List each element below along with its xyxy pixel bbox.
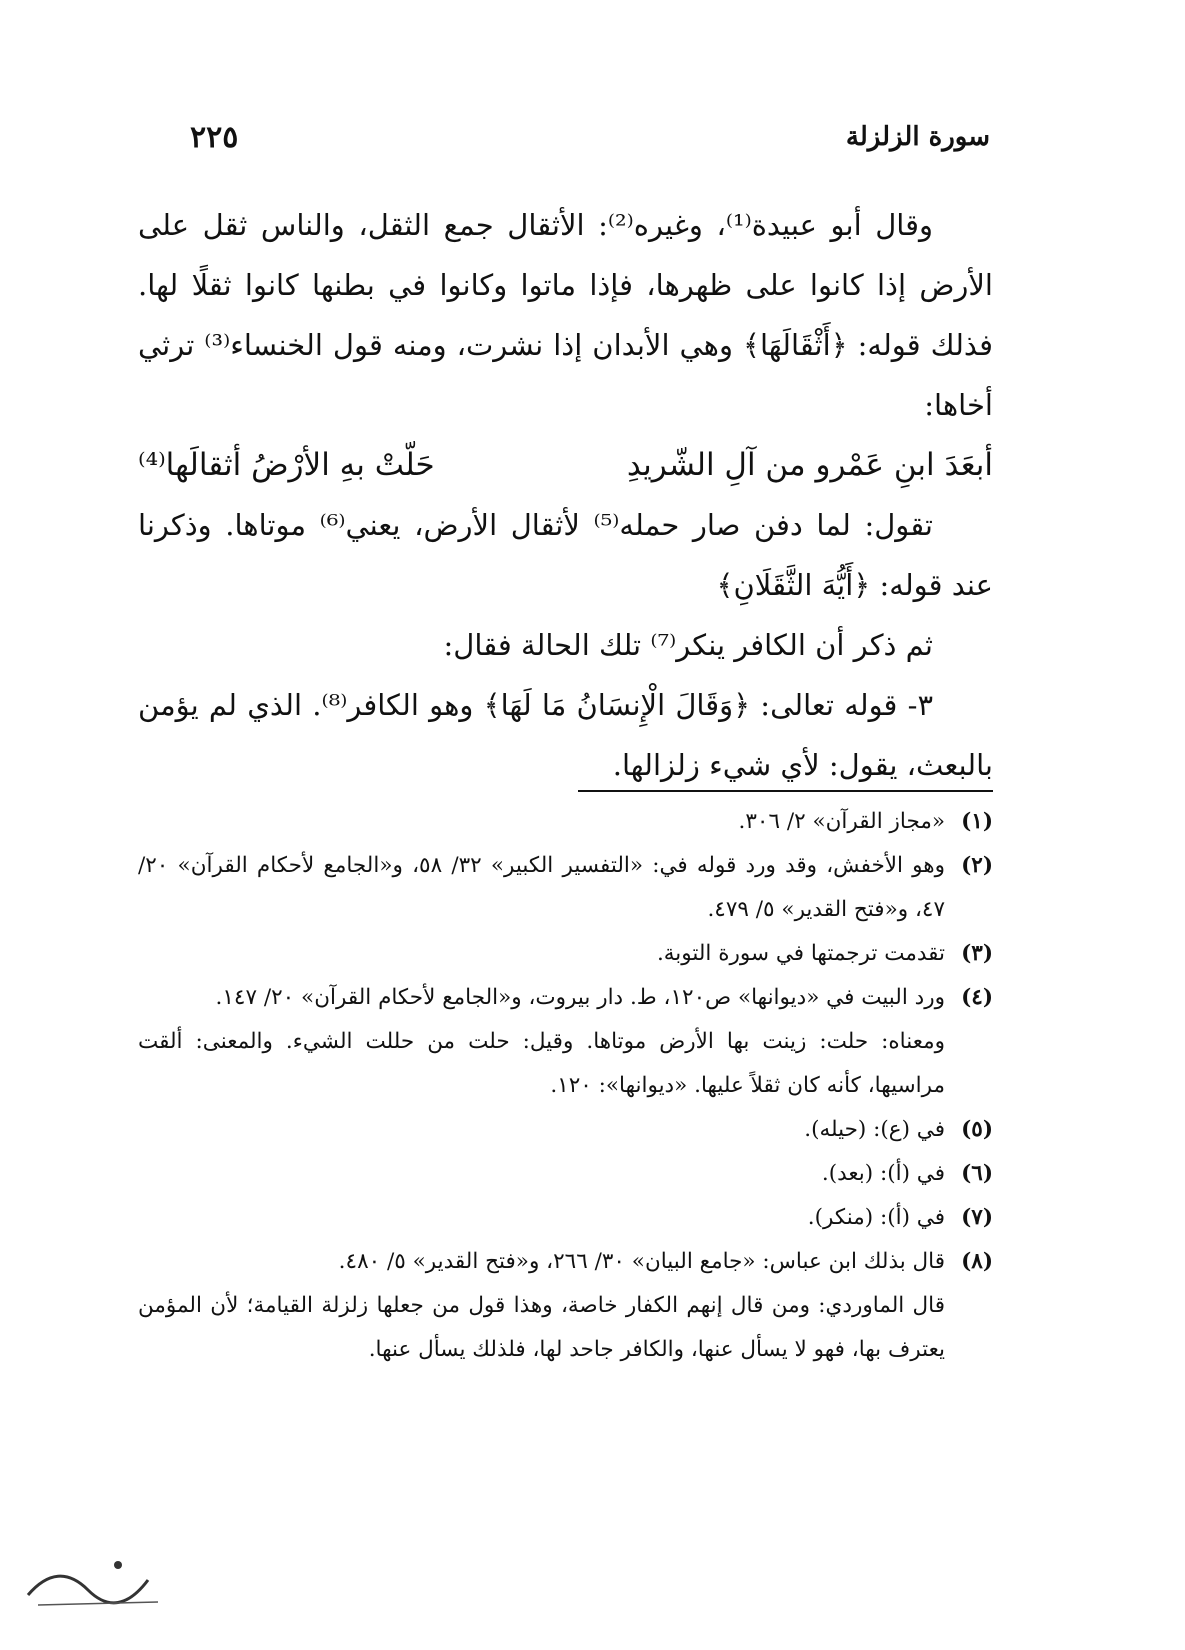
- sura-title: سورة الزلزلة: [845, 122, 990, 152]
- footnote-text: ورد البيت في «ديوانها» ص١٢٠، ط. دار بيروت، و«الجامع لأحكام القرآن» ٢٠/ ١٤٧.: [215, 985, 945, 1010]
- footnote-4: [138, 976, 993, 1020]
- footnote-3: [138, 932, 993, 976]
- footnote-6: [138, 1152, 993, 1196]
- footnote-number: (٣): [961, 941, 993, 966]
- page-number: ٢٢٥: [190, 119, 239, 155]
- footnote-text: في (أ): (منكر).: [807, 1205, 945, 1230]
- paragraph-1: وقال أبو عبيدة⁽¹⁾، وغيره⁽²⁾: الأثقال جمع الثقل، والناس ثقل على الأرض إذا كانوا على ظهرها، فإذا ماتوا وكانوا في بطنها كانوا ثقلًا لها. فذلك قوله: ﴿أَثْقَالَهَا﴾ وهي الأبدان إذا نشرت، ومنه قول الخنساء⁽³⁾ ترثي أخاها:: [138, 208, 993, 422]
- paragraph-4: ٣- قوله تعالى: ﴿وَقَالَ الْإِنسَانُ مَا لَهَا﴾ وهو الكافر⁽⁸⁾. الذي لم يؤمن بالبعث، يقول: لأي شيء زلزالها.: [138, 688, 993, 782]
- footnote-4-continuation: ومعناه: حلت: زينت بها الأرض موتاها. وقيل: حلت من حللت الشيء. والمعنى: ألقت مراسيها، كأنه كان ثقلاً عليها. «ديوانها»: ١٢٠.: [138, 1029, 945, 1098]
- poetry-verse: [138, 435, 993, 495]
- verse-second-hemistich: حَلّتْ بهِ الأرْضُ أثقالَها⁽⁴⁾: [138, 447, 435, 483]
- footnote-separator: [578, 790, 993, 792]
- page-header: [190, 112, 990, 162]
- paragraph-3: ثم ذكر أن الكافر ينكر⁽⁷⁾ تلك الحالة فقال:: [443, 628, 933, 662]
- footnote-number: (٦): [961, 1161, 993, 1186]
- footnote-5: [138, 1108, 993, 1152]
- footnote-number: (٧): [961, 1205, 993, 1230]
- footnote-number: (٤): [961, 985, 993, 1010]
- footnote-7: [138, 1196, 993, 1240]
- footnote-1: [138, 800, 993, 844]
- footnote-8: [138, 1240, 993, 1284]
- footnote-number: (٥): [961, 1117, 993, 1142]
- footnote-text: في (ع): (حيله).: [804, 1117, 945, 1142]
- main-text: [138, 195, 993, 795]
- footnote-text: في (أ): (بعد).: [821, 1161, 945, 1186]
- footnote-2: [138, 844, 993, 932]
- stamp-graphic: [18, 1540, 168, 1620]
- footnote-number: (٢): [961, 853, 993, 878]
- footnote-8-continuation: قال الماوردي: ومن قال إنهم الكفار خاصة، وهذا قول من جعلها زلزلة القيامة؛ لأن المؤمن يعترف بها، فهو لا يسأل عنها، والكافر جاحد لها، فلذلك يسأل عنها.: [138, 1293, 945, 1362]
- footnote-text: «مجاز القرآن» ٢/ ٣٠٦.: [738, 809, 945, 834]
- verse-first-hemistich: أبعَدَ ابنِ عَمْرو من آلِ الشّريدِ: [626, 447, 993, 483]
- library-stamp-logo: [18, 1540, 168, 1620]
- footnote-number: (١): [961, 809, 993, 834]
- footnote-text: وهو الأخفش، وقد ورد قوله في: «التفسير الكبير» ٣٢/ ٥٨، و«الجامع لأحكام القرآن» ٢٠/ ٤٧، و«فتح القدير» ٥/ ٤٧٩.: [138, 853, 946, 922]
- footnote-text: تقدمت ترجمتها في سورة التوبة.: [656, 941, 945, 966]
- footnote-text: قال بذلك ابن عباس: «جامع البيان» ٣٠/ ٢٦٦، و«فتح القدير» ٥/ ٤٨٠.: [338, 1249, 945, 1274]
- paragraph-2: تقول: لما دفن صار حمله⁽⁵⁾ لأثقال الأرض، يعني⁽⁶⁾ موتاها. وذكرنا عند قوله: ﴿أَيُّهَ الثَّقَلَانِ﴾: [138, 508, 993, 602]
- footnotes: [138, 800, 993, 1372]
- footnote-number: (٨): [961, 1249, 993, 1274]
